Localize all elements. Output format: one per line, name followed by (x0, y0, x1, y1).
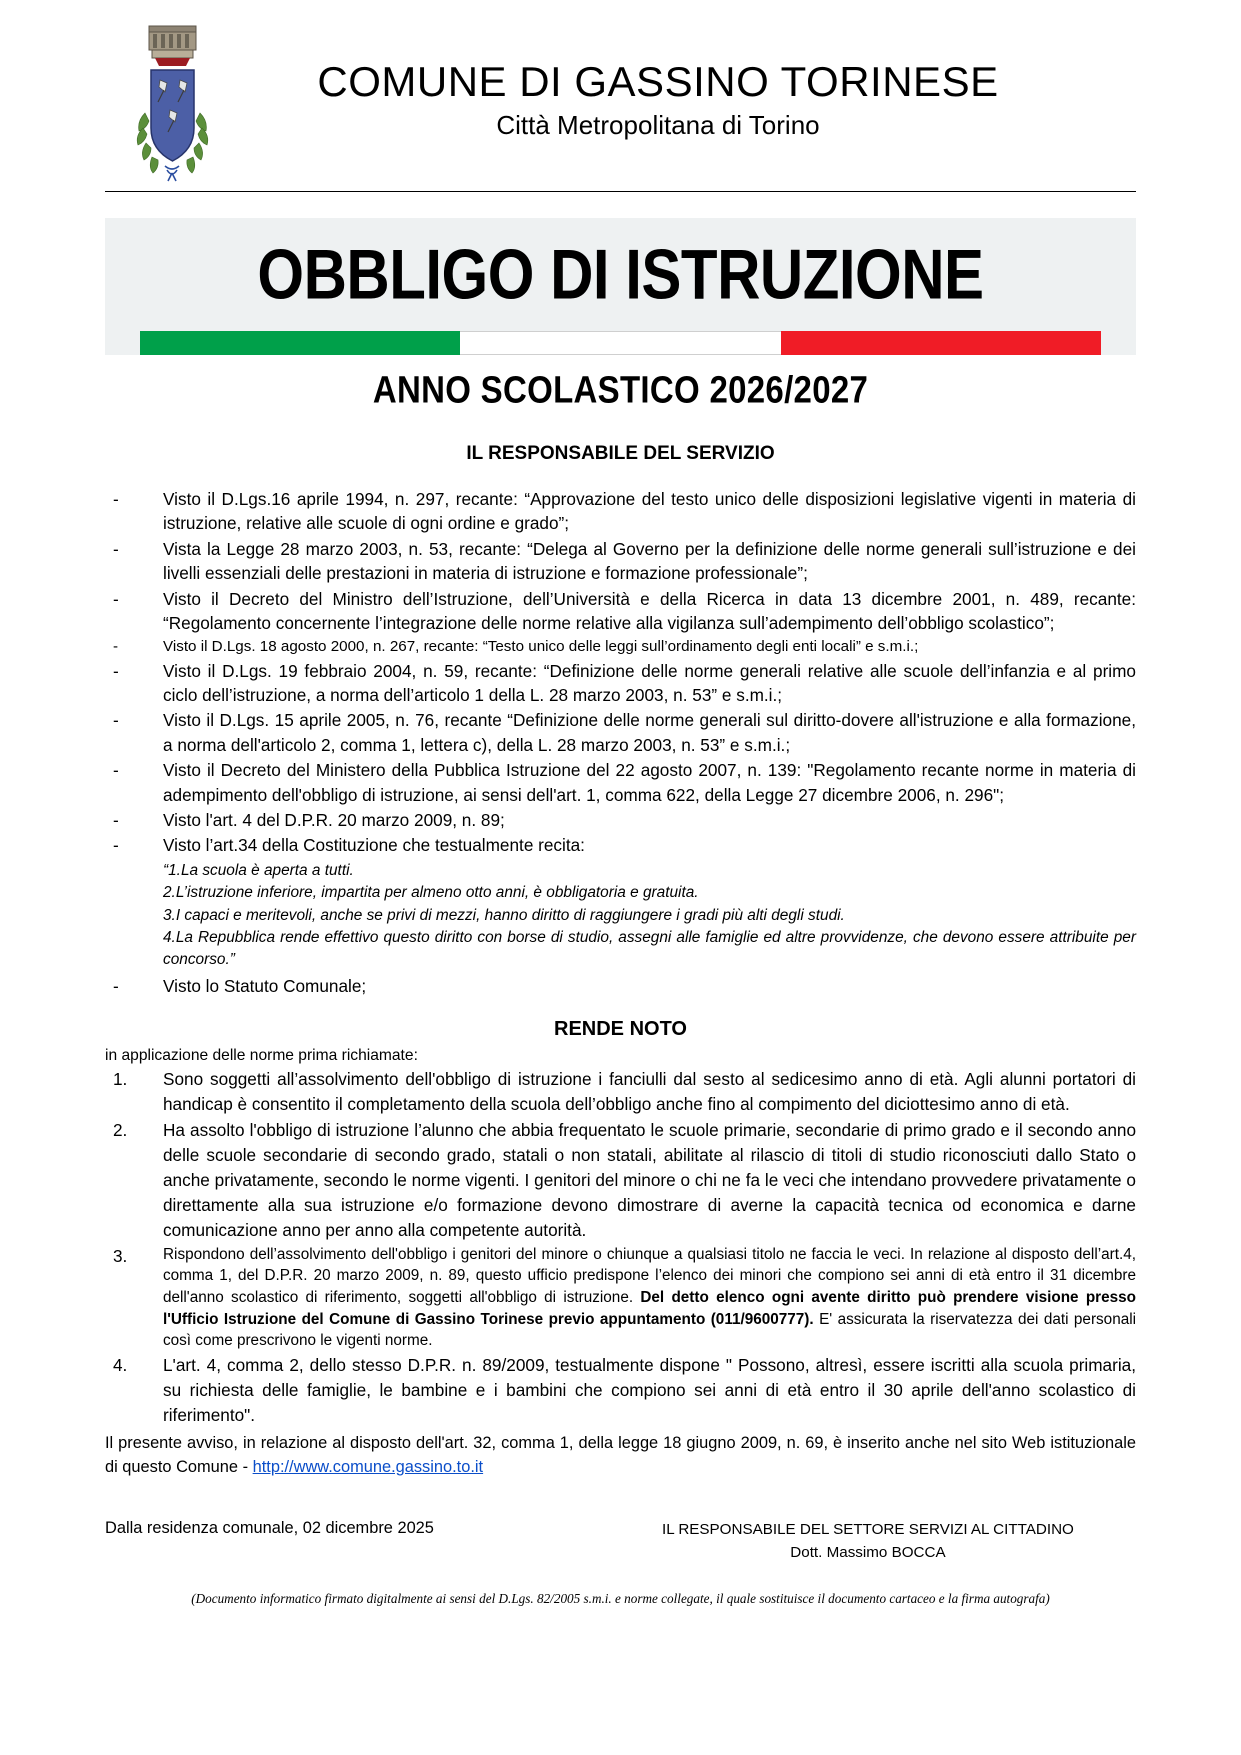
emphasis-text: Del detto elenco ogni avente diritto può prendere visione presso l'Ufficio Istruzione del Comune di Gassino Torinese previo appuntamento (011/9600777). (163, 1288, 1136, 1328)
signer-role: IL RESPONSABILE DEL SETTORE SERVIZI AL CITTADINO (662, 1521, 1074, 1539)
banner-title: OBBLIGO DI ISTRUZIONE (257, 234, 984, 315)
flag-white-stripe (460, 331, 780, 355)
list-item (105, 1244, 1136, 1353)
list-item (105, 1118, 1136, 1243)
signer-name: Dott. Massimo BOCCA (790, 1544, 946, 1562)
quote-line: 3.I capaci e meritevoli, anche se privi di mezzi, hanno diritto di raggiungere i gradi più alti degli studi. (163, 906, 845, 924)
list-item: - Visto il D.Lgs. 19 febbraio 2004, n. 59, recante: “Definizione delle norme generali relative alle scuole dell’infanzia e al primo ciclo dell’istruzione, a norma dell’articolo 1 della L. 28 marzo 2003, n. 53” e s.m.i.; (105, 659, 1136, 708)
list-item: - Visto il D.Lgs. 15 aprile 2005, n. 76, recante “Definizione delle norme generali sul diritto-dovere all'istruzione e alla formazione, a norma dell'articolo 2, comma 1, lettera c), della L. 28 marzo 2003, n. 53” e s.m.i.; (105, 708, 1136, 757)
digital-signature-disclaimer: (Documento informatico firmato digitalmente ai sensi del D.Lgs. 82/2005 s.m.i. e norme collegate, il quale sostituisce il documento cartaceo e la firma autografa) (191, 1591, 1050, 1607)
rende-noto-intro: in applicazione delle norme prima richiamate: (105, 1046, 418, 1064)
header-divider (105, 191, 1136, 192)
closing-text: Il presente avviso, in relazione al disposto dell'art. 32, comma 1, della legge 18 giugno 2009, n. 69, è inserito anche nel sito Web istituzionale di questo Comune - (105, 1433, 1136, 1476)
notices-list (105, 1067, 1136, 1428)
responsabile-heading: IL RESPONSABILE DEL SERVIZIO (466, 443, 775, 464)
body-text: E' assicurata la riservatezza dei dati personali così come prescrivono le vigenti norme. (163, 1310, 1137, 1350)
school-year-heading: ANNO SCOLASTICO 2026/2027 (372, 368, 869, 411)
premises-list-last (105, 974, 1136, 998)
list-item: - Visto il Decreto del Ministro dell’Istruzione, dell’Università e della Ricerca in data 13 dicembre 2001, n. 489, recante: “Regolamento concernente l’integrazione delle norme relative alla vigilanza sull’adempimento dell’obbligo scolastico”; (105, 587, 1136, 636)
coat-of-arms-icon (125, 18, 220, 183)
rende-noto-heading: RENDE NOTO (554, 1017, 687, 1040)
list-item: - Visto il D.Lgs. 18 agosto 2000, n. 267, recante: “Testo unico delle leggi sull’ordinamento degli enti locali” e s.m.i.; (105, 637, 1136, 658)
closing-paragraph (105, 1432, 1136, 1480)
premises-list (105, 487, 1136, 858)
list-item: - Visto il Decreto del Ministero della Pubblica Istruzione del 22 agosto 2007, n. 139: "Regolamento recante norme in materia di adempimento dell'obbligo di istruzione, ai sensi dell'art. 1, comma 622, della Legge 27 dicembre 2006, n. 296"; (105, 758, 1136, 807)
signature-row (105, 1519, 1136, 1565)
list-marker: 4. (113, 1355, 128, 1376)
body-text: Rispondono dell’assolvimento dell'obbligo i genitori del minore o chiunque a qualsiasi titolo ne faccia le veci. In relazione al disposto dell’art.4, comma 1, del D.P.R. 20 marzo 2009, n. 89, questo ufficio predispone l’elenco dei minori che compiono sei anni di età entro il 31 dicembre dell'anno scolastico di riferimento, soggetti all'obbligo di istruzione. (163, 1245, 1136, 1306)
list-item: - Visto il D.Lgs.16 aprile 1994, n. 297, recante: “Approvazione del testo unico delle disposizioni legislative vigenti in materia di istruzione, relative alle scuole di ogni ordine e grado”; (105, 487, 1136, 536)
header-titles (220, 57, 1136, 141)
list-marker: 1. (113, 1068, 128, 1089)
list-marker: 2. (113, 1119, 128, 1140)
quote-line: 4.La Repubblica rende effettivo questo diritto con borse di studio, assegni alle famiglie ed altre provvidenze, che devono essere attribuite per concorso.” (163, 928, 1136, 969)
list-item (105, 1067, 1136, 1117)
list-item (105, 1353, 1136, 1428)
place-and-date: Dalla residenza comunale, 02 dicembre 2025 (105, 1519, 434, 1538)
comune-website-link[interactable]: http://www.comune.gassino.to.it (252, 1457, 484, 1476)
banner (105, 218, 1136, 355)
list-item: - Vista la Legge 28 marzo 2003, n. 53, recante: “Delega al Governo per la definizione delle norme generali sull’istruzione e dei livelli essenziali delle prestazioni in materia di istruzione e formazione professionale”; (105, 537, 1136, 586)
flag-red-stripe (781, 331, 1101, 355)
body-text: L'art. 4, comma 2, dello stesso D.P.R. n. 89/2009, testualmente dispone " Possono, altresì, essere iscritti alla scuola primaria, su richiesta delle famiglie, le bambine e i bambini che compiono sei anni di età entro il 30 aprile dell'anno scolastico di riferimento". (163, 1355, 1136, 1425)
quote-line: 2.L’istruzione inferiore, impartita per almeno otto anni, è obbligatoria e gratuita. (163, 884, 699, 902)
document-body (105, 443, 1136, 1607)
list-item: - Visto lo Statuto Comunale; (105, 974, 1136, 998)
body-text: Sono soggetti all’assolvimento dell'obbligo di istruzione i fanciulli dal sesto al sedicesimo anno di età. Agli alunni portatori di handicap è consentito il completamento della scuola dell’obbligo anche fino al compimento del diciottesimo anno di età. (163, 1068, 1136, 1114)
flag-green-stripe (140, 331, 460, 355)
body-text: Ha assolto l'obbligo di istruzione l’alunno che abbia frequentato le scuole primarie, secondarie di primo grado e il secondo anno delle scuole secondarie di secondo grado, statali o non statali, abilitate al rilascio di titoli di studio riconosciuti dallo Stato o anche privatamente, secondo le norme vigenti. I genitori del minore o chi ne fa le veci che intendano provvedere privatamente o direttamente alla sua istruzione e/o formazione devono dimostrare di averne la capacità tecnica od economica e darne comunicazione anno per anno alla competente autorità. (163, 1119, 1136, 1240)
header-subtitle: Città Metropolitana di Torino (496, 110, 820, 141)
list-marker: 3. (113, 1245, 128, 1266)
constitution-quote (163, 860, 1136, 972)
italian-flag-icon (140, 331, 1101, 355)
document-header (105, 0, 1136, 183)
page-title: COMUNE DI GASSINO TORINESE (317, 57, 999, 105)
list-item: - Visto l'art. 4 del D.P.R. 20 marzo 2009, n. 89; (105, 808, 1136, 832)
quote-line: “1.La scuola è aperta a tutti. (163, 861, 354, 879)
list-item: - Visto l’art.34 della Costituzione che testualmente recita: (105, 833, 1136, 857)
signature-block (600, 1519, 1136, 1565)
